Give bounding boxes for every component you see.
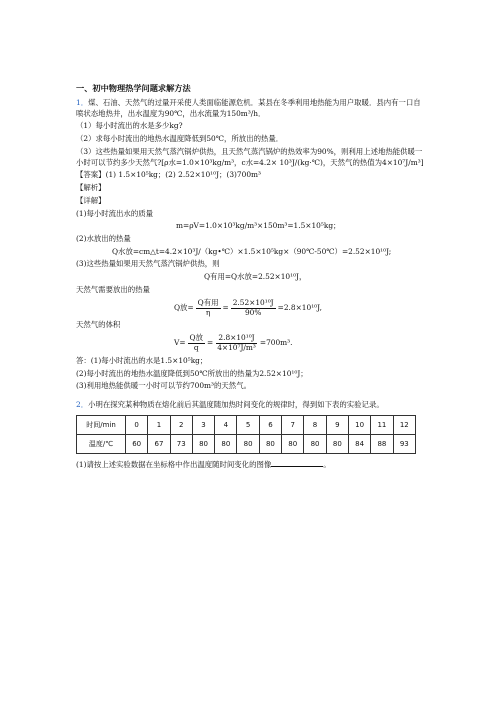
step-3-equation: Q有用=Q水放=2.52×10¹⁰J， [204, 272, 307, 282]
table-row [77, 434, 416, 453]
table-cell: 2 [170, 415, 192, 434]
table-cell: 80 [282, 434, 304, 453]
step-5-equation: V= $\frac{\text{Q放}}{q}$ = $\frac{\text{2.8×10¹⁰J}}{\text{4×10⁷J/m³}}$ =700m³. [174, 333, 293, 352]
table-cell: 1 [148, 415, 170, 434]
fraction-numerator: Q有用 [197, 297, 219, 307]
table-cell: 88 [371, 434, 393, 453]
question-2-number: 2． [76, 400, 89, 410]
answer-blank [271, 466, 323, 467]
table-row [77, 415, 416, 434]
step-3-label: (3)这些热量如果用天然气蒸汽锅炉供热，则 [76, 259, 220, 269]
row-label-temperature: 温度/℃ [77, 434, 126, 453]
table-cell: 0 [126, 415, 148, 434]
table-cell: 80 [192, 434, 214, 453]
table-cell: 80 [259, 434, 281, 453]
step-5-rhs: =700m³. [259, 338, 293, 348]
question-2-text: 小明在探究某种物质在熔化前后其温度随加热时间变化的规律时，得到如下表的实验记录。 [88, 400, 384, 410]
fraction-numerator: 2.8×10¹⁰J [218, 333, 255, 343]
table-cell: 80 [326, 434, 348, 453]
table-cell: 6 [259, 415, 281, 434]
fraction-numerator: Q放 [189, 333, 203, 343]
row-label-time: 时间/min [77, 415, 126, 434]
conclusion-2: (2)每小时流出的地热水温度降低到50℃所放出的热量为2.52×10¹⁰J； [76, 368, 308, 378]
table-cell: 3 [192, 415, 214, 434]
step-5-fraction-2 [215, 334, 258, 353]
conclusion-3: (3)利用地热能供暖一小时可以节约700m³的天然气。 [76, 381, 251, 391]
table-cell: 11 [371, 415, 393, 434]
step-2-equation: Q水放=cm△t=4.2×10³J/（kg•℃）×1.5×10⁵kg×（90℃-50℃）=2.52×10¹⁰J; [112, 246, 392, 256]
table-cell: 73 [170, 434, 192, 453]
question-1-number: 1． [76, 97, 89, 107]
document-page [76, 83, 426, 473]
table-cell: 10 [348, 415, 370, 434]
question-2-sub-1-text: (1)请按上述实验数据在坐标格中作出温度随时间变化的图像 [76, 460, 272, 470]
fraction-denominator: 4×10⁷J/m³ [217, 343, 256, 352]
fraction-numerator: 2.52×10¹⁰J [232, 297, 274, 307]
table-cell: 9 [326, 415, 348, 434]
question-1-sub-2: （2）求每小时流出的地热水温度降低到50℃，所放出的热量． [76, 134, 284, 144]
table-cell: 93 [393, 434, 415, 453]
question-1-sub-3: （3）这些热量如果用天然气蒸汽锅炉供热，且天然气蒸汽锅炉的热效率为90%，则利用上述地热能供暖一小时可以节约多少天然气?[ρ水=1.0×10³kg/m³，c水=4.2× 10³J/(kg·℃)，天然气的热值为4×10⁷J/m³] [76, 146, 424, 167]
step-4-equation: Q放= $\frac{\text{Q有用}}{\eta}$ = $\frac{\text{2.52×10¹⁰J}}{90\%}$ =2.8×10¹⁰J, [174, 297, 323, 317]
table-cell: 60 [126, 434, 148, 453]
answer-line: 【答案】(1) 1.5×10⁵kg；(2) 2.52×10¹⁰J；(3)700m³ [76, 170, 261, 180]
conclusion-1: 答：(1)每小时流出的水是1.5×10⁵kg； [76, 355, 208, 365]
table-cell: 67 [148, 434, 170, 453]
table-cell: 80 [215, 434, 237, 453]
table-cell: 84 [348, 434, 370, 453]
step-5-label: 天然气的体积 [76, 320, 121, 330]
table-cell: 4 [215, 415, 237, 434]
question-1-text: 煤、石油、天然气的过量开采使人类面临能源危机．某县在冬季利用地热能为用户取暖．县内有一口自喷状态地热井，出水温度为90℃，出水流量为150m³/h． [76, 97, 421, 118]
fraction-denominator: q [193, 343, 199, 352]
table-cell: 80 [304, 434, 326, 453]
question-2-sub-1-end: 。 [323, 460, 331, 470]
step-5-fraction-1 [188, 334, 205, 353]
data-table [76, 415, 416, 454]
step-5-lhs: V= [174, 338, 186, 348]
table-cell: 5 [237, 415, 259, 434]
table-cell: 80 [237, 434, 259, 453]
step-2-label: (2)水放出的热量 [76, 233, 131, 243]
section-title: 一、初中物理热学问题求解方法 [76, 83, 191, 93]
question-1-sub-1: （1）每小时流出的水是多少kg? [76, 121, 183, 131]
table-cell: 12 [393, 415, 415, 434]
step-1-equation: m=ρV=1.0×10³kg/m³×150m³=1.5×10⁵kg； [176, 221, 341, 231]
question-1-stem [76, 98, 426, 119]
question-2-sub-1 [76, 460, 426, 471]
detail-tag: 【详解】 [76, 195, 106, 205]
step-4-fraction-1 [196, 299, 221, 318]
analysis-tag: 【解析】 [76, 183, 106, 193]
fraction-denominator: 90% [244, 307, 262, 317]
fraction-denominator: η [205, 307, 211, 317]
step-4-fraction-2 [231, 299, 276, 318]
question-2-stem [76, 400, 426, 411]
table-cell: 8 [304, 415, 326, 434]
step-4-lhs: Q放= [174, 302, 194, 312]
table-cell: 7 [282, 415, 304, 434]
step-4-label: 天然气需要放出的热量 [76, 284, 150, 294]
step-4-rhs: =2.8×10¹⁰J, [277, 302, 323, 312]
step-1-label: (1)每小时流出水的质量 [76, 208, 153, 218]
